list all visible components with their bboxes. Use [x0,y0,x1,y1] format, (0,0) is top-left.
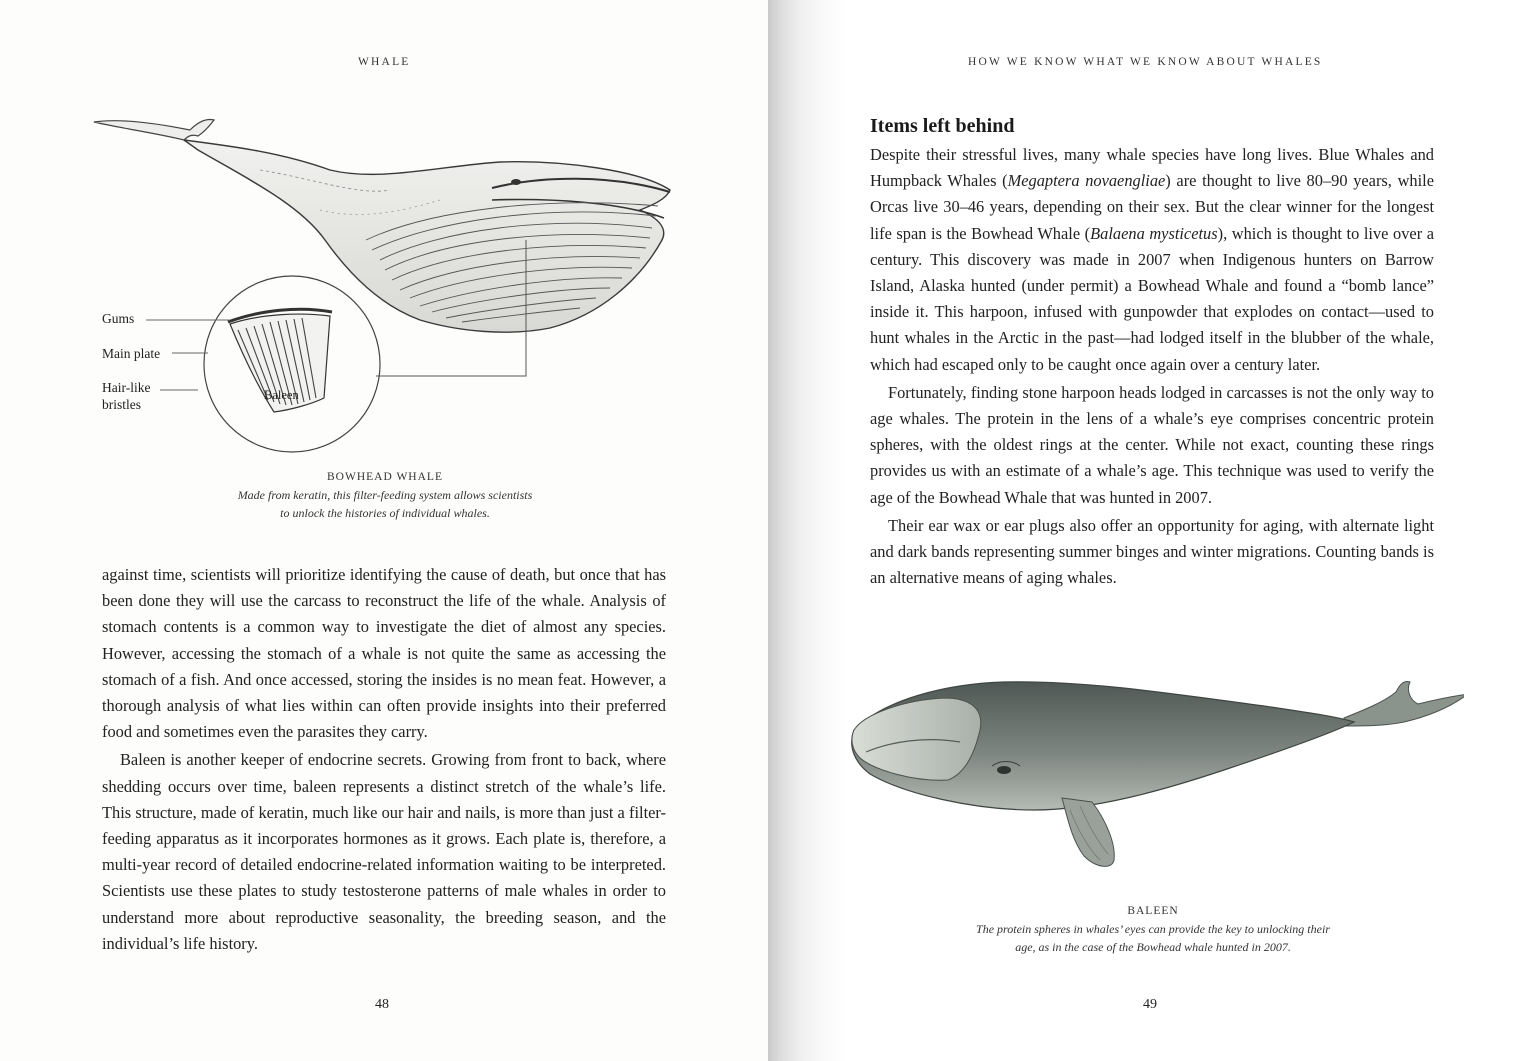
caption-line2-left: to unlock the histories of individual whales. [280,506,490,520]
page-number-left: 48 [375,997,389,1012]
figure-caption-left [180,468,590,522]
body-text-right [870,142,1434,591]
caption-title-right: BALEEN [1127,905,1179,917]
body-text-left [102,562,666,957]
label-baleen: Baleen [264,388,299,402]
p1-text-a: Despite their stressful lives, many whale species have long lives. Blue Whales and Humpback Whales ( [870,145,1434,191]
paragraph-right-3: Their ear wax or ear plugs also offer an opportunity for aging, with alternate light and dark bands representing summer binges and winter migrations. Counting bands is an alternative means of aging whales. [870,515,1434,588]
section-heading: Items left behind [870,115,1015,137]
p1-species-megaptera: Megaptera novaengliae [1007,171,1166,191]
caption-line1-right: The protein spheres in whales’ eyes can provide the key to unlocking their [976,922,1330,936]
label-hair-like-line1: Hair-like [102,380,151,395]
paragraph-right-1 [870,142,1434,378]
label-gums: Gums [102,311,135,326]
page-number-right: 49 [1143,997,1157,1012]
label-main-plate: Main plate [102,346,161,361]
running-head-right: HOW WE KNOW WHAT WE KNOW ABOUT WHALES [968,56,1323,68]
p1-text-c: ) are thought to live 80–90 years, while Orcas live 30–46 years, depending on their sex. But the clear winner for the longest life span is the Bowhead Whale ( [870,171,1434,243]
paragraph-right-2: Fortunately, finding stone harpoon heads lodged in carcasses is not the only way to age whales. The protein in the lens of a whale’s eye comprises concentric protein spheres, with the oldest rings at the center. While not exact, counting these rings provides us with an estimate of a whale’s age. This technique was used to verify the age of the Bowhead Whale that was hunted in 2007. [870,382,1434,507]
caption-title-left: BOWHEAD WHALE [327,471,443,483]
figure-caption-right [928,902,1378,956]
right-page [768,0,1536,1061]
bowhead-whale-watercolor [844,670,1464,890]
p1-text-e: ), which is thought to live over a century. This discovery was made in 2007 when Indigenous hunters on Barrow Island, Alaska hunted (under permit) a Bowhead Whale and found a “bomb lance” inside it. This harpoon, infused with gunpowder that explodes on contact—used to hunt whales in the Arctic in the past—had lodged itself in the blubber of the whale, which had escaped only to be caught once again over a century later. [870,223,1435,374]
caption-line1-left: Made from keratin, this filter-feeding system allows scientists [237,488,533,502]
paragraph-left-2: Baleen is another keeper of endocrine secrets. Growing from front to back, where shedding occurs over time, baleen represents a distinct stretch of the whale’s life. This structure, made of keratin, much like our hair and nails, is more than just a filter-feeding apparatus as it incorporates hormones as it grows. Each plate is, therefore, a multi-year record of detailed endocrine-related information waiting to be interpreted. Scientists use these plates to study testosterone patterns of male whales in order to understand more about reproductive seasonality, the breeding season, and the individual’s life history. [102,750,666,953]
running-head-left: WHALE [358,56,411,68]
bowhead-whale-sketch [80,100,680,500]
p1-species-balaena: Balaena mysticetus [1090,223,1218,243]
caption-line2-right: age, as in the case of the Bowhead whale hunted in 2007. [1015,940,1291,954]
label-hair-like-line2: bristles [102,397,141,412]
paragraph-left-1: against time, scientists will prioritize identifying the cause of death, but once that has been done they will use the carcass to reconstruct the life of the whale. Analysis of stomach contents is a common way to investigate the diet of almost any species. However, accessing the stomach of a whale is not quite the same as accessing the stomach of a fish. And once accessed, storing the insides is no mean feat. However, a thorough analysis of what lies within can often provide insights into their preferred food and sometimes even the parasites they carry. [102,565,666,742]
